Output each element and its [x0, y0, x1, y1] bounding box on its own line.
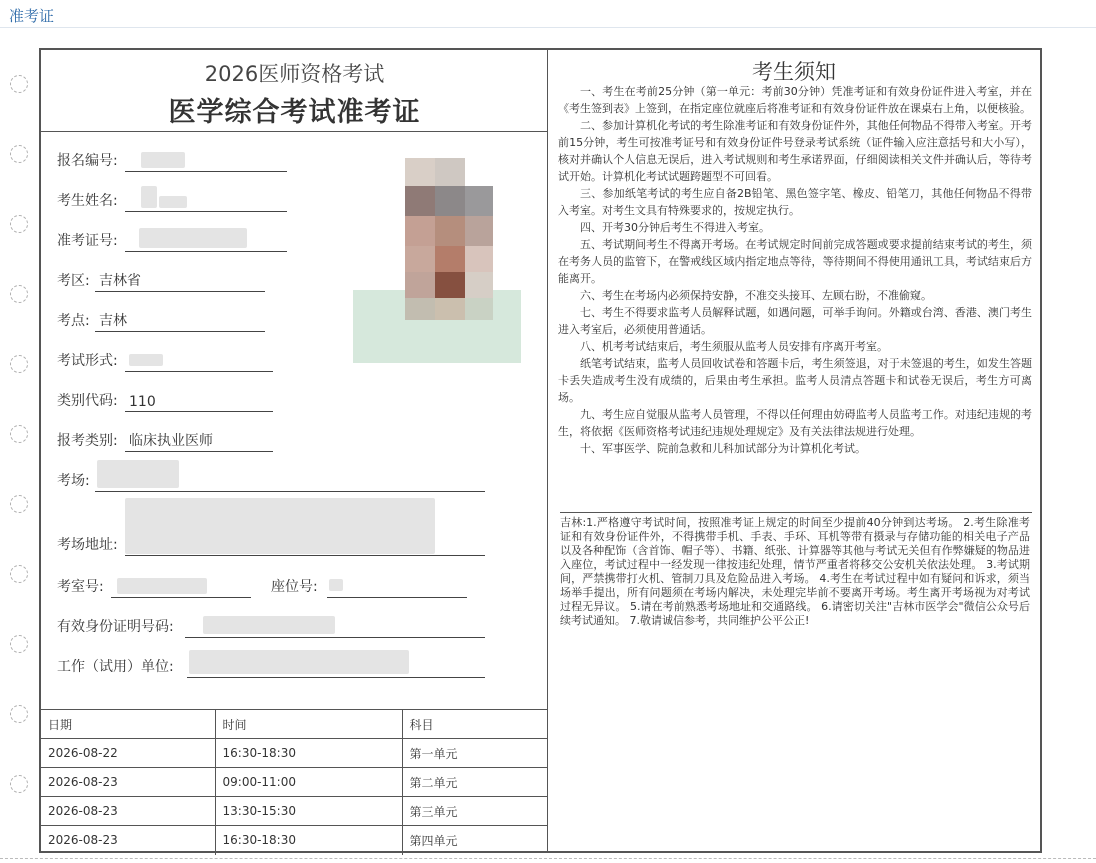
notice-item: 二、参加计算机化考试的考生除准考证和有效身份证件外，其他任何物品不得带入考室。开考前15分钟，考生可按准考证号和有效身份证件号登录考试系统（证件输入应注意括号和大小写），核对并确认个人信息无误后，进入考试规则和考生承诺界面，仔细阅读相关文件并确认后，等待考试开始。计算机化考试试题跨题型不可回看。: [558, 119, 1032, 183]
exam-schedule-table: [41, 709, 548, 855]
table-row: [41, 739, 548, 768]
cell-date: 2026-08-23: [41, 826, 215, 855]
notice-item: 四、开考30分钟后考生不得进入考室。: [580, 221, 770, 234]
binder-hole: [10, 495, 28, 513]
field-reg-no: [57, 150, 273, 172]
field-underline: [125, 555, 485, 556]
field-underline: [187, 677, 485, 678]
exam-subtitle: 2026医师资格考试: [204, 62, 385, 86]
field-label: 类别代码:: [57, 393, 118, 409]
cell-subject: 第二单元: [402, 768, 548, 797]
column-header-date: 日期: [41, 710, 215, 739]
field-value: 110: [129, 394, 156, 410]
field-site: [57, 310, 273, 332]
field-value: 吉林: [99, 313, 127, 329]
field-label: 考生姓名:: [57, 193, 118, 209]
field-underline: [327, 597, 467, 598]
field-venue-address: [57, 534, 487, 556]
field-employer: [57, 656, 487, 678]
field-label: 准考证号:: [57, 233, 118, 249]
field-value: 临床执业医师: [129, 433, 213, 449]
redacted-block: [139, 228, 247, 248]
ticket-header: [41, 50, 548, 132]
field-underline: [95, 291, 265, 292]
local-notice: 吉林:1.严格遵守考试时间，按照准考证上规定的时间至少提前40分钟到达考场。 2.考生除准考证和有效身份证件外，不得携带手机、手表、手环、耳机等带有摄录与存储功能的相关电子产品以及各种配饰（含首饰、帽子等）、书籍、纸张、计算器等其他与考试无关但有作弊嫌疑的物品进入座位，考试过程中一经发现一律按违纪处理，情节严重者将移交公安机关依法处理。 3.考试期间，严禁携带打火机、管制刀具及危险品进入考场。 4.考生在考试过程中如有疑问和诉求，须当场举手提出，所有问题须在考场内解决，未处理完毕前不要离开考场。考生离开考场视为对考试过程无异议。 5.请在考前熟悉考场地址和交通路线。 6.请密切关注"吉林市医学会"微信公众号后续考试通知。 7.敬请诚信参考，共同维护公平公正!: [560, 516, 1030, 627]
binder-hole: [10, 705, 28, 723]
cell-time: 13:30-15:30: [215, 797, 402, 826]
admission-ticket: [39, 48, 1042, 853]
redacted-block: [159, 196, 187, 208]
field-exam-form: [57, 350, 273, 372]
field-underline: [125, 171, 287, 172]
field-room-no: [57, 576, 253, 598]
redacted-block: [329, 579, 343, 591]
binder-hole: [10, 75, 28, 93]
notice-list: [558, 83, 1032, 457]
field-underline: [125, 251, 287, 252]
notice-item: 六、考生在考场内必须保持安静，不准交头接耳、左顾右盼，不准偷窥。: [580, 289, 932, 302]
binder-hole: [10, 635, 28, 653]
redacted-block: [117, 578, 207, 594]
table-row: [41, 826, 548, 855]
field-name: [57, 190, 273, 212]
binder-hole: [10, 565, 28, 583]
redacted-block: [97, 460, 179, 488]
field-label: 考点:: [57, 313, 90, 329]
binder-hole: [10, 425, 28, 443]
field-category: [57, 430, 273, 452]
cell-date: 2026-08-23: [41, 797, 215, 826]
redacted-block: [129, 354, 163, 366]
field-underline: [125, 411, 273, 412]
notice-panel: [548, 50, 1040, 851]
cell-time: 16:30-18:30: [215, 739, 402, 768]
table-header-row: [41, 710, 548, 739]
notice-divider: [560, 512, 1032, 513]
table-row: [41, 768, 548, 797]
column-header-subject: 科目: [402, 710, 548, 739]
field-underline: [125, 211, 287, 212]
field-underline: [125, 451, 273, 452]
cell-subject: 第一单元: [402, 739, 548, 768]
redacted-block: [189, 650, 409, 674]
binder-hole: [10, 215, 28, 233]
notice-item: 一、考生在考前25分钟（第一单元：考前30分钟）凭准考证和有效身份证件进入考室，并在《考生签到表》上签到，在指定座位就座后将准考证和有效身份证件放在课桌右上角，以便核验。: [558, 85, 1032, 115]
redacted-block: [125, 498, 435, 554]
field-label: 考场地址:: [57, 537, 118, 553]
candidate-panel: [41, 50, 548, 851]
binder-hole: [10, 355, 28, 373]
field-id-no: [57, 616, 487, 638]
notice-item: 纸笔考试结束，监考人员回收试卷和答题卡后，考生须签退，对于未签退的考生，如发生答题卡丢失造成考生没有成绩的，后果由考生承担。监考人员清点答题卡和试卷无误后，考生方可离场。: [558, 357, 1032, 404]
binder-holes: [0, 28, 36, 863]
field-venue: [57, 470, 487, 492]
field-value: 吉林省: [99, 273, 141, 289]
notice-item: 八、机考考试结束后，考生须服从监考人员安排有序离开考室。: [580, 340, 888, 353]
notice-title: 考生须知: [752, 60, 836, 84]
notice-item: 九、考生应自觉服从监考人员管理，不得以任何理由妨碍监考人员监考工作。对违纪违规的考生，将依据《医师资格考试违纪违规处理规定》及有关法律法规进行处理。: [558, 408, 1032, 438]
field-label: 报名编号:: [57, 153, 118, 169]
notice-item: 十、军事医学、院前急救和儿科加试部分为计算机化考试。: [580, 442, 866, 455]
field-seat-no: [271, 576, 471, 598]
field-underline: [95, 491, 485, 492]
cell-subject: 第三单元: [402, 797, 548, 826]
field-underline: [125, 371, 273, 372]
field-label: 有效身份证明号码:: [57, 619, 174, 635]
cell-time: 16:30-18:30: [215, 826, 402, 855]
notice-item: 三、参加纸笔考试的考生应自备2B铅笔、黑色签字笔、橡皮、铅笔刀，其他任何物品不得带入考室。对考生文具有特殊要求的，按规定执行。: [558, 187, 1032, 217]
redacted-block: [203, 616, 335, 634]
ticket-title: 医学综合考试准考证: [168, 97, 421, 128]
binder-hole: [10, 285, 28, 303]
window-header: [0, 0, 1096, 28]
cell-time: 09:00-11:00: [215, 768, 402, 797]
column-header-time: 时间: [215, 710, 402, 739]
cell-date: 2026-08-22: [41, 739, 215, 768]
field-category-code: [57, 390, 273, 412]
table-row: [41, 797, 548, 826]
notice-item: 七、考生不得要求监考人员解释试题，如遇问题，可举手询问。外籍或台湾、香港、澳门考生进入考室后，必须使用普通话。: [558, 306, 1032, 336]
field-label: 报考类别:: [57, 433, 118, 449]
field-label: 工作（试用）单位:: [57, 659, 174, 675]
candidate-photo: [353, 158, 521, 363]
redacted-block: [141, 152, 185, 168]
field-underline: [95, 331, 265, 332]
field-ticket-no: [57, 230, 273, 252]
redacted-block: [141, 186, 157, 208]
window-title: 准考证: [9, 7, 55, 25]
field-label: 考室号:: [57, 579, 104, 595]
field-label: 考试形式:: [57, 353, 118, 369]
field-region: [57, 270, 273, 292]
cell-subject: 第四单元: [402, 826, 548, 855]
field-underline: [111, 597, 251, 598]
binder-hole: [10, 145, 28, 163]
field-label: 考区:: [57, 273, 90, 289]
binder-hole: [10, 775, 28, 793]
field-underline: [185, 637, 485, 638]
field-label: 座位号:: [271, 579, 318, 595]
cell-date: 2026-08-23: [41, 768, 215, 797]
notice-item: 五、考试期间考生不得离开考场。在考试规定时间前完成答题或要求提前结束考试的考生，须在考务人员的监管下，在警戒线区域内指定地点等待，等待期间不得使用通讯工具，考试结束后方能离开。: [558, 238, 1032, 285]
page-bottom-divider: [0, 858, 1096, 859]
field-label: 考场:: [57, 473, 90, 489]
